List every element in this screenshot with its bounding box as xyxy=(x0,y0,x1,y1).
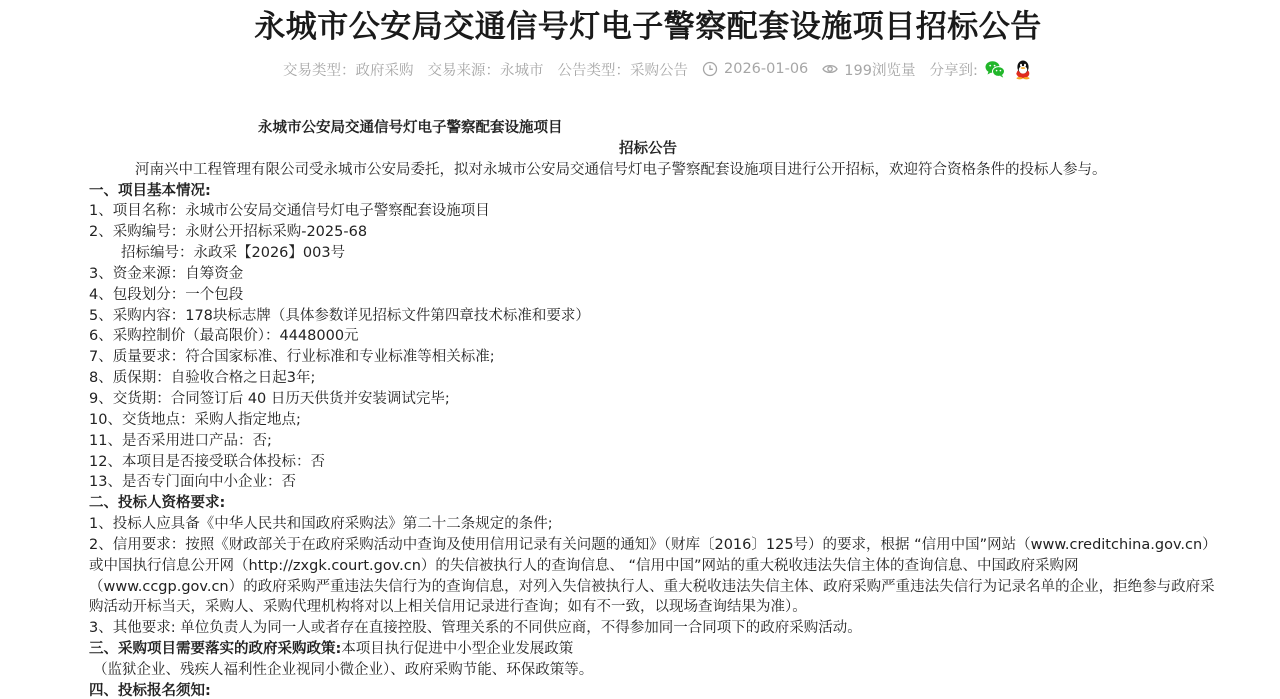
notice-heading: 招标公告 xyxy=(619,140,677,157)
policy-text-cont: （监狱企业、残疾人福利性企业视同小微企业）、政府采购节能、环保政策等。 xyxy=(93,661,594,678)
list-item: 8、质保期：自验收合格之日起3年; xyxy=(89,370,316,387)
project-heading: 永城市公安局交通信号灯电子警察配套设施项目 xyxy=(258,120,563,136)
list-item: 13、是否专门面向中小企业：否 xyxy=(89,474,296,491)
list-item: 1、投标人应具备《中华人民共和国政府采购法》第二十二条规定的条件; xyxy=(89,516,553,533)
list-item: 3、资金来源：自筹资金 xyxy=(89,265,244,282)
intro-paragraph: 河南兴中工程管理有限公司受永城市公安局委托，拟对永城市公安局交通信号灯电子警察配套设施项目进行公开招标，欢迎符合资格条件的投标人参与。 xyxy=(135,161,1107,178)
share-label: 分享到: xyxy=(929,62,978,79)
notice-type: 公告类型：采购公告 xyxy=(557,62,688,79)
section-heading: 二、投标人资格要求: xyxy=(89,495,226,512)
list-item: 招标编号：永政采【2026】003号 xyxy=(121,245,346,262)
list-item: 12、本项目是否接受联合体投标：否 xyxy=(89,453,325,470)
section-heading: 三、采购项目需要落实的政府采购政策: xyxy=(89,641,342,658)
section-heading: 四、投标报名须知: xyxy=(89,682,211,699)
trade-type: 交易类型：政府采购 xyxy=(283,62,414,79)
list-item: 11、是否采用进口产品：否; xyxy=(89,432,272,449)
section-heading: 一、项目基本情况: xyxy=(89,182,211,199)
date-group xyxy=(702,61,808,77)
clock-icon xyxy=(702,61,718,77)
policy-text: 本项目执行促进中小型企业发展政策 xyxy=(341,641,574,658)
list-item: 4、包段划分：一个包段 xyxy=(89,286,244,303)
publish-date: 2026-01-06 xyxy=(724,61,809,77)
list-item: 2、信用要求：按照《财政部关于在政府采购活动中查询及使用信用记录有关问题的通知》（财库〔2016〕125号）的要求，根据 “信用中国”网站（www.creditchina.gov.cn）或中国执行信息公开网（http://zxgk.court.gov.cn）的失信被执行人的查询信息、 “信用中国”网站的重大税收违法失信主体的查询信息、中国政府采购网（www.ccgp.gov.cn）的政府采购严重违法失信行为的查询信息，对列入失信被执行人、重大税收违法失信主体、政府采购严重违法失信行为记录名单的企业，拒绝参与政府采购活动开标当天，采购人、采购代理机构将对以上相关信用记录进行查询；如有不一致，以现场查询结果为准）。 xyxy=(89,536,1217,616)
list-item: 10、交货地点：采购人指定地点; xyxy=(89,411,301,428)
list-item: 2、采购编号：永财公开招标采购-2025-68 xyxy=(89,224,368,241)
list-item: 3、其他要求: 单位负责人为同一人或者存在直接控股、管理关系的不同供应商，不得参加同一合同项下的政府采购活动。 xyxy=(89,620,862,637)
list-item: 1、项目名称：永城市公安局交通信号灯电子警察配套设施项目 xyxy=(89,203,490,220)
views-group xyxy=(822,59,915,80)
wechat-icon[interactable] xyxy=(984,58,1006,80)
list-item: 7、质量要求：符合国家标准、行业标准和专业标准等相关标准; xyxy=(89,349,495,366)
eye-icon xyxy=(822,61,838,77)
page-title: 永城市公安局交通信号灯电子警察配套设施项目招标公告 xyxy=(254,9,1042,45)
section-3-line xyxy=(89,639,1219,660)
trade-source: 交易来源：永城市 xyxy=(427,62,544,79)
meta-bar xyxy=(283,58,1034,80)
qq-icon[interactable] xyxy=(1012,58,1034,80)
list-item: 6、采购控制价（最高限价）：4448000元 xyxy=(89,328,359,345)
view-count: 199浏览量 xyxy=(844,62,916,79)
article-content xyxy=(89,118,1219,699)
list-item: 9、交货期：合同签订后 40 日历天供货并安装调试完毕; xyxy=(89,390,450,407)
list-item: 5、采购内容：178块标志牌（具体参数详见招标文件第四章技术标准和要求） xyxy=(89,307,590,324)
